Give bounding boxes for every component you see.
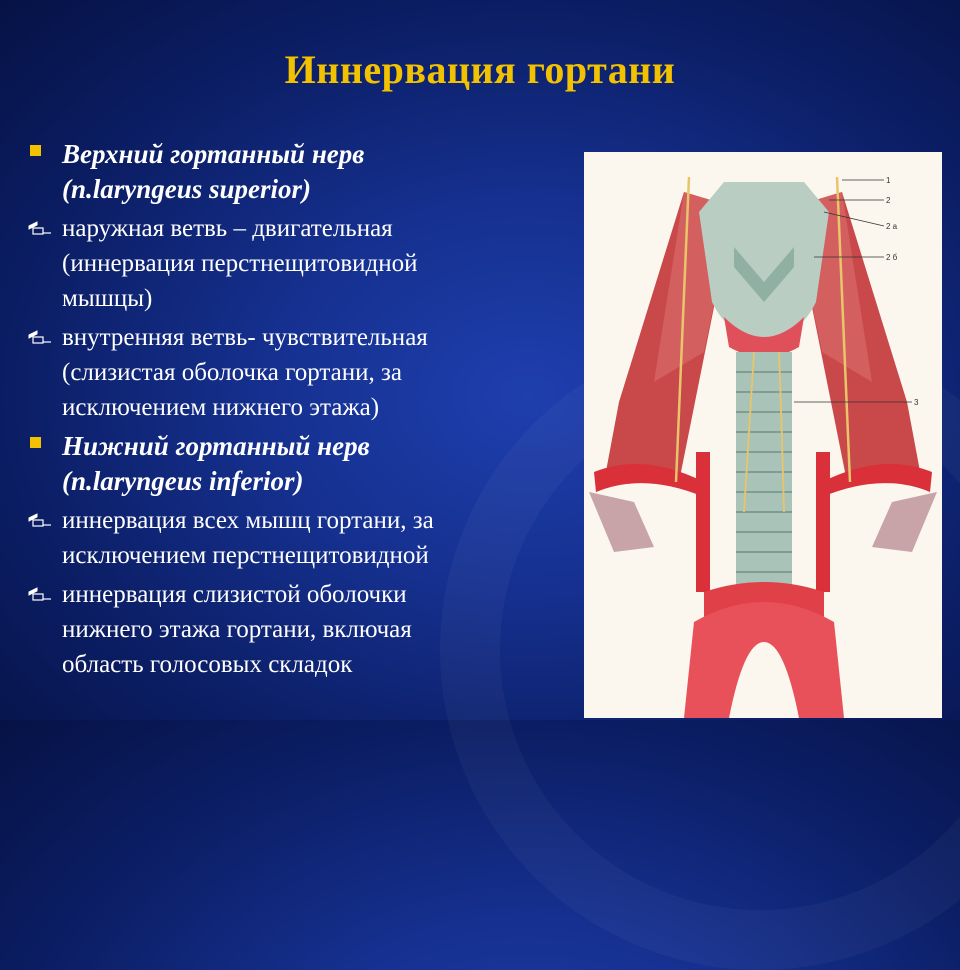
square-bullet-icon [30, 437, 41, 448]
figure-label: 2 а [886, 222, 898, 231]
item-line: (иннервация перстнещитовидной [62, 250, 418, 277]
item-line: исключением нижнего этажа) [62, 394, 380, 421]
item-line: мышцы) [62, 285, 153, 312]
figure-label: 2 б [886, 253, 898, 262]
bullet-list [28, 137, 558, 686]
item-line: область голосовых складок [62, 651, 353, 678]
item-line: иннервация всех мышц гортани, за [62, 507, 434, 534]
aorta [684, 602, 844, 718]
heading-line: Нижний гортанный нерв [62, 431, 370, 461]
section-heading-superior [28, 137, 558, 207]
left-subclavian-artery [594, 464, 704, 497]
list-item-internal-branch [28, 320, 558, 425]
larynx-illustration [584, 152, 942, 718]
figure-label: 3 [914, 398, 919, 407]
section-heading-inferior [28, 429, 558, 499]
figure-label: 1 [886, 176, 891, 185]
item-line: иннервация слизистой оболочки [62, 581, 407, 608]
folder-bullet-icon [28, 221, 52, 235]
larynx-anatomy-drawing [584, 152, 942, 718]
folder-bullet-icon [28, 587, 52, 601]
right-subclavian-artery [822, 464, 932, 497]
item-line: (слизистая оболочка гортани, за [62, 359, 402, 386]
item-line: наружная ветвь – двигательная [62, 215, 393, 242]
item-line: исключением перстнещитовидной [62, 542, 429, 569]
square-bullet-icon [30, 145, 41, 156]
list-item-mucosa [28, 577, 558, 682]
item-line: нижнего этажа гортани, включая [62, 616, 412, 643]
list-item-external-branch [28, 211, 558, 316]
heading-line: (n.laryngeus inferior) [62, 466, 304, 496]
item-line: внутренняя ветвь- чувствительная [62, 324, 428, 351]
folder-bullet-icon [28, 330, 52, 344]
right-carotid-artery [816, 452, 830, 592]
folder-bullet-icon [28, 513, 52, 527]
slide-title: Иннервация гортани [284, 47, 676, 92]
list-item-all-muscles [28, 503, 558, 573]
left-carotid-artery [696, 452, 710, 592]
heading-line: (n.laryngeus superior) [62, 174, 312, 204]
thyroid-cartilage [699, 182, 829, 342]
figure-label: 2 [886, 196, 891, 205]
heading-line: Верхний гортанный нерв [62, 139, 365, 169]
